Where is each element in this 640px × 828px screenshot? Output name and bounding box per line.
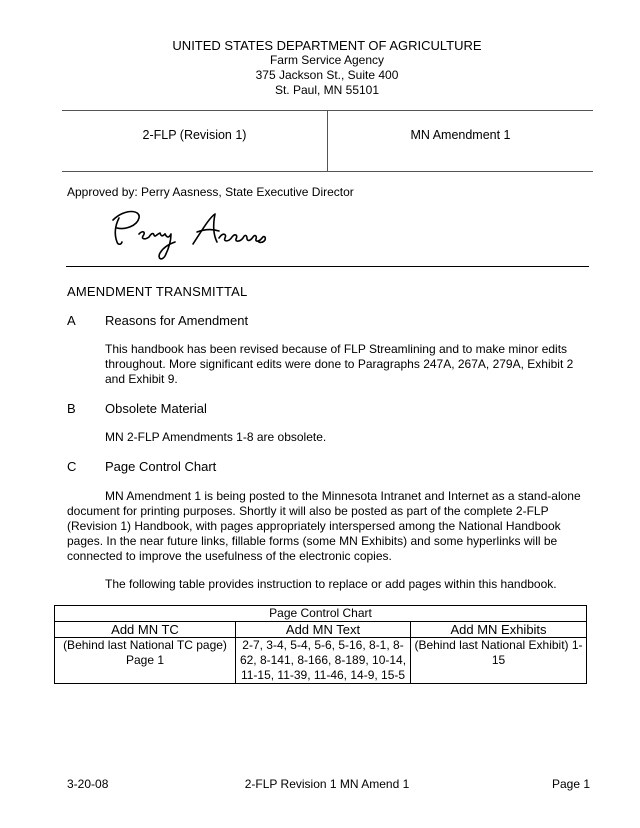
section-c-body: [67, 489, 592, 564]
footer-handbook: 2-FLP Revision 1 MN Amend 1: [244, 777, 410, 791]
section-a-body: This handbook has been revised because of FLP Streamlining and to make minor edits throughout. More significant edits were done to Paragraphs 247A, 267A, 279A, Exhibit 2 and Exhibit 9.: [105, 342, 574, 386]
letterhead: [0, 38, 640, 98]
section-c-letter: C: [67, 459, 77, 474]
table-row: [55, 638, 587, 684]
header-add-mn-text: Add MN Text: [236, 622, 411, 638]
footer-page-number: Page 1: [552, 777, 591, 791]
department-name: UNITED STATES DEPARTMENT OF AGRICULTURE: [172, 38, 482, 53]
cell-mn-text: 2-7, 3-4, 5-4, 5-6, 5-16, 8-1, 8-62, 8-141, 8-166, 8-189, 10-14, 11-15, 11-39, 11-46, 14-9, 15-5: [236, 638, 411, 684]
section-b-body: MN 2-FLP Amendments 1-8 are obsolete.: [105, 430, 327, 444]
header-add-mn-exhibits: Add MN Exhibits: [411, 622, 587, 638]
footer-date: 3-20-08: [67, 777, 109, 791]
section-a-letter: A: [67, 313, 76, 328]
address-line-1: 375 Jackson St., Suite 400: [255, 68, 399, 82]
header-add-mn-tc: Add MN TC: [55, 622, 236, 638]
handbook-id-box: [62, 110, 593, 172]
cell-mn-exhibits: (Behind last National Exhibit) 1-15: [411, 638, 587, 684]
section-b-letter: B: [67, 401, 76, 416]
section-b-title: Obsolete Material: [105, 401, 207, 416]
section-a-title: Reasons for Amendment: [105, 313, 249, 328]
cell-mn-tc: (Behind last National TC page) Page 1: [55, 638, 236, 684]
amendment-number: MN Amendment 1: [410, 128, 511, 142]
section-c-body-2-text: The following table provides instruction to replace or add pages within this handbook.: [105, 577, 557, 591]
handbook-number: 2-FLP (Revision 1): [142, 128, 247, 142]
section-c-title: Page Control Chart: [105, 459, 217, 474]
table-caption: Page Control Chart: [55, 606, 587, 622]
section-c-body-text: MN Amendment 1 is being posted to the Minnesota Intranet and Internet as a stand-alone document for printing purposes. Shortly it will also be posted as part of the complete 2-FLP (Revision 1) Handbook, with pages appropriately interspersed among the National Handbook pages. In the near future links, fillable forms (some MN Exhibits) and some hyperlinks will be connected to improve the usefulness of the electronic copies.: [67, 489, 581, 563]
approved-by: Approved by: Perry Aasness, State Executive Director: [67, 185, 354, 199]
signature-image: [105, 204, 270, 262]
address-line-2: St. Paul, MN 55101: [274, 83, 380, 97]
transmittal-title: AMENDMENT TRANSMITTAL: [67, 284, 248, 299]
agency-name: Farm Service Agency: [269, 53, 385, 67]
signature-rule: [66, 266, 589, 267]
section-c-body-2: [67, 577, 592, 592]
page-control-chart-table: [54, 605, 587, 684]
